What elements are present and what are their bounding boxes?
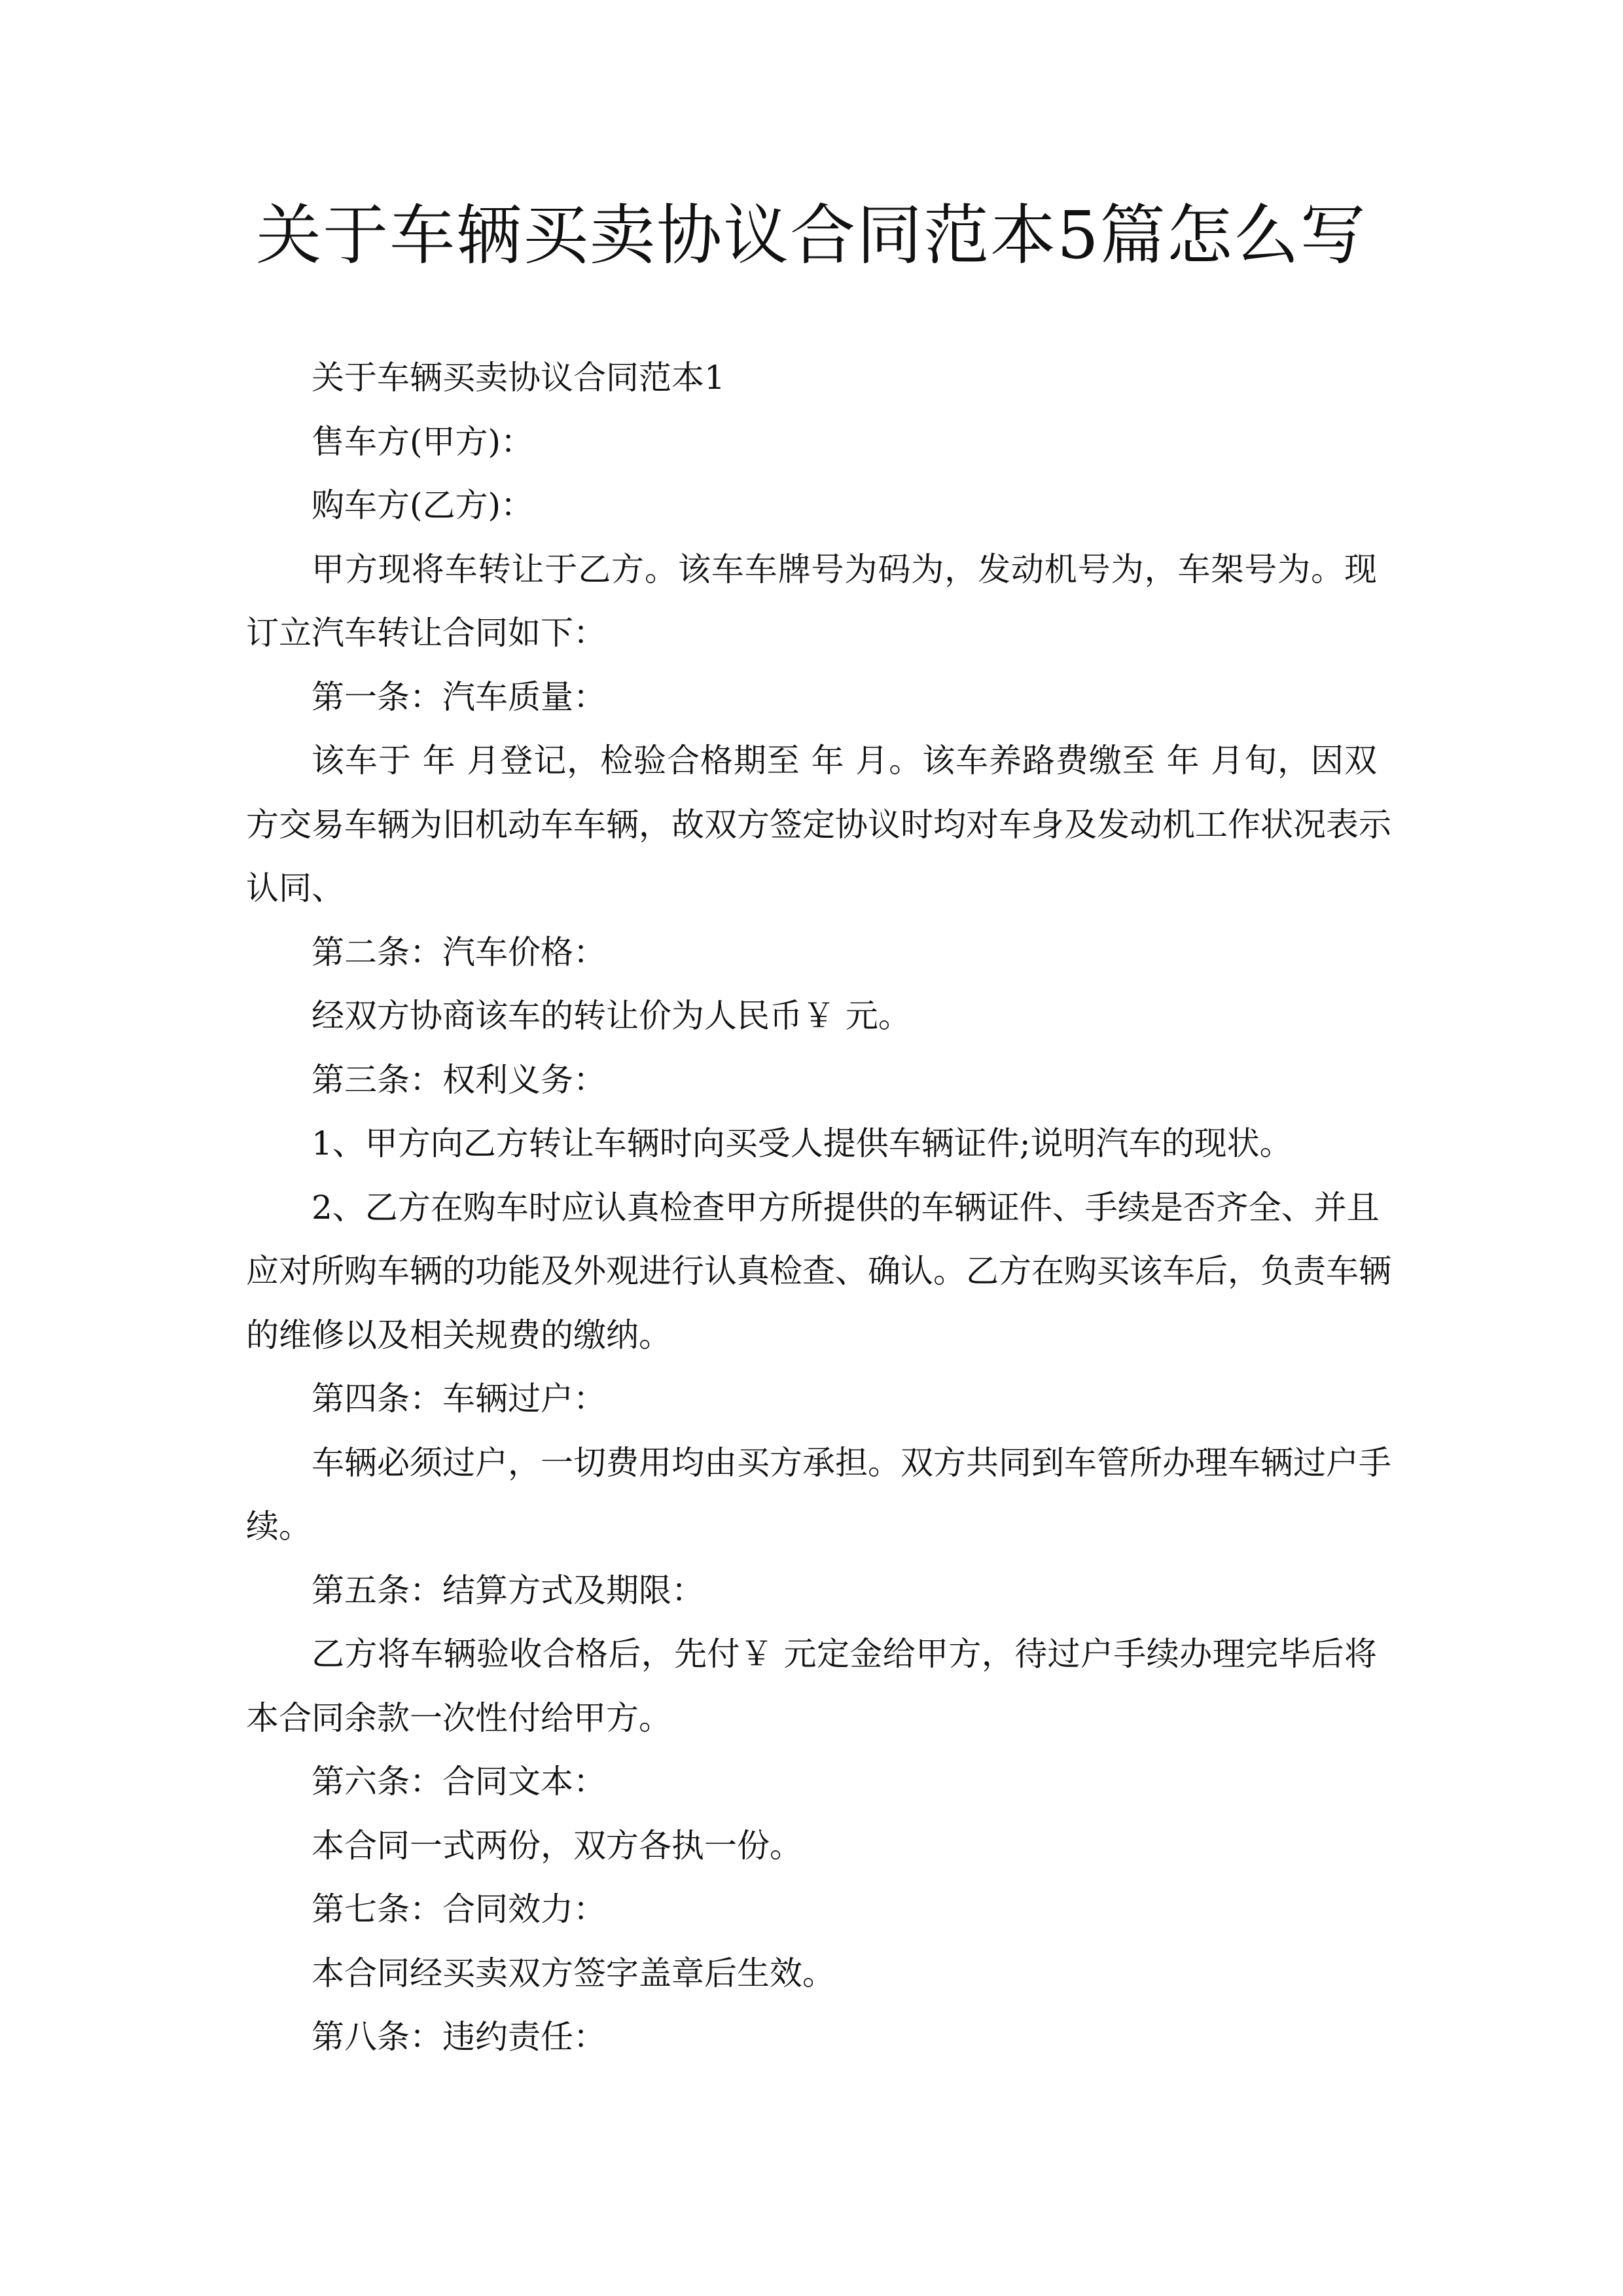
text-line: 认同、 [246,869,344,907]
text-line: 本合同一式两份，双方各执一份。 [312,1826,802,1865]
text-line: 本合同余款一次性付给甲方。 [246,1698,671,1737]
text-line: 车辆必须过户，一切费用均由买方承担。双方共同到车管所办理车辆过户手 [312,1443,1391,1482]
text-line: 方交易车辆为旧机动车车辆，故双方签定协议时均对车身及发动机工作状况表示 [246,805,1391,844]
text-line: 本合同经买卖双方签字盖章后生效。 [312,1954,835,1992]
text-line: 甲方现将车转让于乙方。该车车牌号为码为，发动机号为，车架号为。现 [312,550,1377,588]
text-line: 的维修以及相关规费的缴纳。 [246,1316,671,1354]
document-title: 关于车辆买卖协议合同范本5篇怎么写 [256,197,1367,274]
text-line: 售车方(甲方)： [312,422,534,461]
text-line: 第一条：汽车质量： [312,677,606,716]
text-line: 第四条：车辆过户： [312,1380,606,1418]
text-line: 该车于 年 月登记，检验合格期至 年 月。该车养路费缴至 年 月旬，因双 [312,742,1377,780]
text-line: 订立汽车转让合同如下： [246,614,606,652]
text-line: 应对所购车辆的功能及外观进行认真检查、确认。乙方在购买该车后，负责车辆 [246,1252,1391,1290]
text-line: 第三条：权利义务： [312,1060,606,1099]
text-line: 经双方协商该车的转让价为人民币￥ 元。 [312,997,911,1035]
text-line: 第六条：合同文本： [312,1763,606,1801]
text-line: 续。 [246,1507,312,1545]
text-line: 关于车辆买卖协议合同范本1 [312,359,725,397]
text-line: 第二条：汽车价格： [312,933,606,971]
text-line: 乙方将车辆验收合格后，先付￥ 元定金给甲方，待过户手续办理完毕后将 [312,1635,1377,1673]
text-line: 第五条：结算方式及期限： [312,1571,704,1609]
text-line: 第七条：合同效力： [312,1890,606,1928]
text-line: 第八条：违约责任： [312,2018,606,2056]
document-body [246,346,1391,2070]
text-line: 2、乙方在购车时应认真检查甲方所提供的车辆证件、手续是否齐全、并且 [312,1188,1380,1227]
text-line: 1、甲方向乙方转让车辆时向买受人提供车辆证件;说明汽车的现状。 [312,1124,1293,1162]
text-line: 购车方(乙方)： [312,486,534,524]
